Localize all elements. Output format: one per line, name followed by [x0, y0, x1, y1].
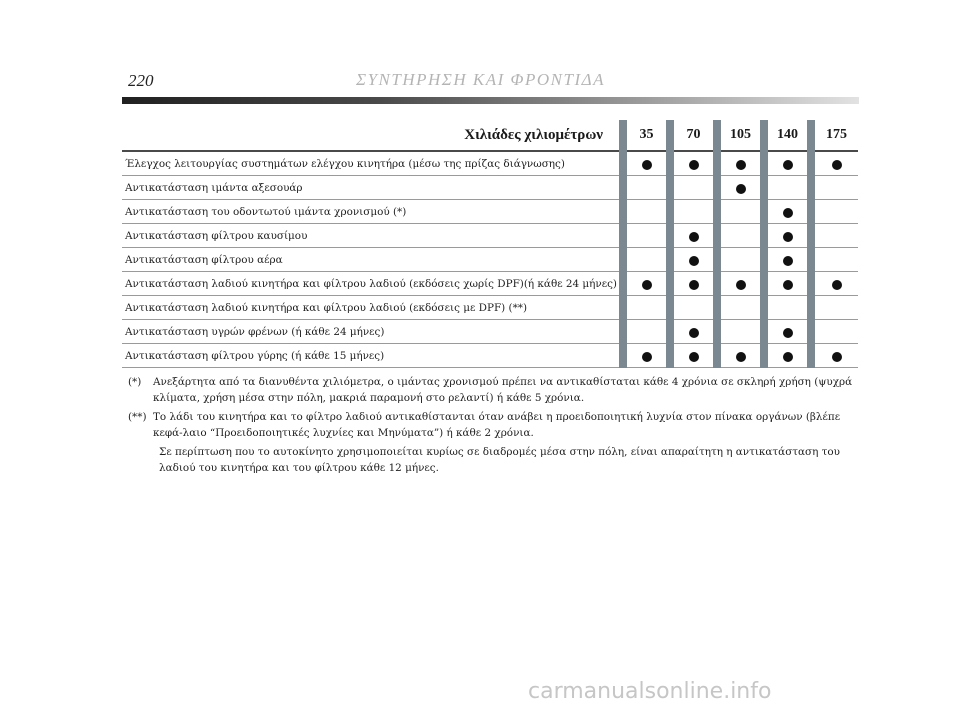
interval-header: 35 [623, 120, 670, 151]
interval-cell [623, 200, 670, 224]
service-dot-icon [783, 232, 793, 242]
table-body [122, 151, 858, 368]
interval-cell [764, 176, 811, 200]
interval-cell [764, 272, 811, 296]
interval-header: 175 [811, 120, 858, 151]
task-label: Αντικατάσταση φίλτρου αέρα [122, 248, 623, 272]
service-dot-icon [689, 232, 699, 242]
service-dot-icon [689, 352, 699, 362]
service-dot-icon [832, 160, 842, 170]
table-row [122, 344, 858, 368]
interval-cell [764, 248, 811, 272]
interval-cell [717, 320, 764, 344]
service-dot-icon [783, 208, 793, 218]
header-rule [122, 97, 859, 104]
interval-cell [670, 200, 717, 224]
footnote-text: Ανεξάρτητα από τα διανυθέντα χιλιόμετρα, ο ιμάντας χρονισμού πρέπει να αντικαθίσταται κάθε 4 χρόνια σε σκληρή χρήση (ψυχρά κλίματα, χρήση μέσα στην πόλη, μακριά παραμονή στο ρελαντί) ή κάθε 5 χρόνια. [153, 376, 853, 404]
service-dot-icon [642, 160, 652, 170]
interval-cell [623, 272, 670, 296]
service-dot-icon [783, 328, 793, 338]
service-dot-icon [783, 160, 793, 170]
interval-cell [717, 200, 764, 224]
table-row [122, 200, 858, 224]
interval-header: 105 [717, 120, 764, 151]
task-label: Έλεγχος λειτουργίας συστημάτων ελέγχου κινητήρα (μέσω της πρίζας διάγνωσης) [122, 151, 623, 176]
service-dot-icon [783, 280, 793, 290]
service-dot-icon [642, 280, 652, 290]
interval-cell [717, 248, 764, 272]
service-dot-icon [783, 352, 793, 362]
interval-cell [811, 248, 858, 272]
task-label: Αντικατάσταση λαδιού κινητήρα και φίλτρου λαδιού (εκδόσεις με DPF) (**) [122, 296, 623, 320]
interval-cell [811, 151, 858, 176]
interval-cell [717, 224, 764, 248]
watermark: carmanualsonline.info [528, 679, 772, 704]
table-row [122, 151, 858, 176]
interval-cell [764, 200, 811, 224]
service-dot-icon [783, 256, 793, 266]
footnotes [128, 374, 856, 476]
interval-cell [670, 296, 717, 320]
footnote-marker: (**) [128, 411, 147, 423]
service-dot-icon [736, 352, 746, 362]
interval-cell [811, 296, 858, 320]
service-dot-icon [832, 280, 842, 290]
table-row [122, 248, 858, 272]
service-dot-icon [689, 256, 699, 266]
interval-cell [670, 272, 717, 296]
running-title: ΣΥΝΤΗΡΗΣΗ ΚΑΙ ΦΡΟΝΤΙΔΑ [356, 70, 605, 89]
interval-cell [623, 320, 670, 344]
interval-cell [764, 320, 811, 344]
interval-header: 140 [764, 120, 811, 151]
service-dot-icon [736, 160, 746, 170]
km-header-label: Χιλιάδες χιλιομέτρων [122, 120, 623, 151]
service-dot-icon [689, 280, 699, 290]
table-row [122, 272, 858, 296]
interval-cell [764, 151, 811, 176]
interval-cell [623, 224, 670, 248]
service-dot-icon [642, 352, 652, 362]
interval-cell [811, 344, 858, 368]
footnote-continuation: Σε περίπτωση που το αυτοκίνητο χρησιμοποιείται κυρίως σε διαδρομές μέσα στην πόλη, είναι απαραίτητη η αντικατάσταση του λαδιού του κινητήρα και του φίλτρου κάθε 12 μήνες. [159, 446, 840, 474]
interval-cell [717, 344, 764, 368]
task-label: Αντικατάσταση φίλτρου γύρης (ή κάθε 15 μήνες) [122, 344, 623, 368]
interval-cell [623, 344, 670, 368]
interval-header: 70 [670, 120, 717, 151]
footnote-text: Το λάδι του κινητήρα και το φίλτρο λαδιού αντικαθίστανται όταν ανάβει η προειδοποιητική λυχνία στον πίνακα οργάνων (βλέπε κεφά-λαιο “Προειδοποιητικές λυχνίες και Μηνύματα”) ή κάθε 2 χρόνια. [153, 411, 841, 439]
service-dot-icon [736, 280, 746, 290]
interval-cell [670, 176, 717, 200]
task-label: Αντικατάσταση φίλτρου καυσίμου [122, 224, 623, 248]
interval-cell [717, 176, 764, 200]
table-row [122, 224, 858, 248]
service-dot-icon [832, 352, 842, 362]
interval-cell [811, 200, 858, 224]
interval-cell [670, 320, 717, 344]
task-label: Αντικατάσταση υγρών φρένων (ή κάθε 24 μήνες) [122, 320, 623, 344]
task-label: Αντικατάσταση του οδοντωτού ιμάντα χρονισμού (*) [122, 200, 623, 224]
footnote [128, 409, 856, 441]
footnote-marker: (*) [128, 376, 142, 388]
interval-cell [670, 151, 717, 176]
interval-cell [670, 344, 717, 368]
interval-cell [811, 224, 858, 248]
interval-cell [623, 176, 670, 200]
interval-cell [670, 224, 717, 248]
page-number: 220 [128, 71, 154, 90]
task-label: Αντικατάσταση ιμάντα αξεσουάρ [122, 176, 623, 200]
interval-cell [811, 176, 858, 200]
interval-cell [811, 272, 858, 296]
interval-cell [764, 296, 811, 320]
service-dot-icon [736, 184, 746, 194]
table-row [122, 320, 858, 344]
footnote [128, 374, 856, 406]
interval-cell [764, 224, 811, 248]
service-dot-icon [689, 328, 699, 338]
interval-cell [717, 272, 764, 296]
task-label: Αντικατάσταση λαδιού κινητήρα και φίλτρου λαδιού (εκδόσεις χωρίς DPF)(ή κάθε 24 μήνες) [122, 272, 623, 296]
interval-cell [623, 296, 670, 320]
interval-cell [764, 344, 811, 368]
interval-cell [623, 151, 670, 176]
interval-cell [670, 248, 717, 272]
interval-cell [811, 320, 858, 344]
table-row [122, 176, 858, 200]
interval-cell [717, 151, 764, 176]
interval-cell [717, 296, 764, 320]
table-header-row [122, 120, 858, 151]
table-row [122, 296, 858, 320]
interval-cell [623, 248, 670, 272]
service-dot-icon [689, 160, 699, 170]
maintenance-schedule-table [122, 120, 858, 368]
